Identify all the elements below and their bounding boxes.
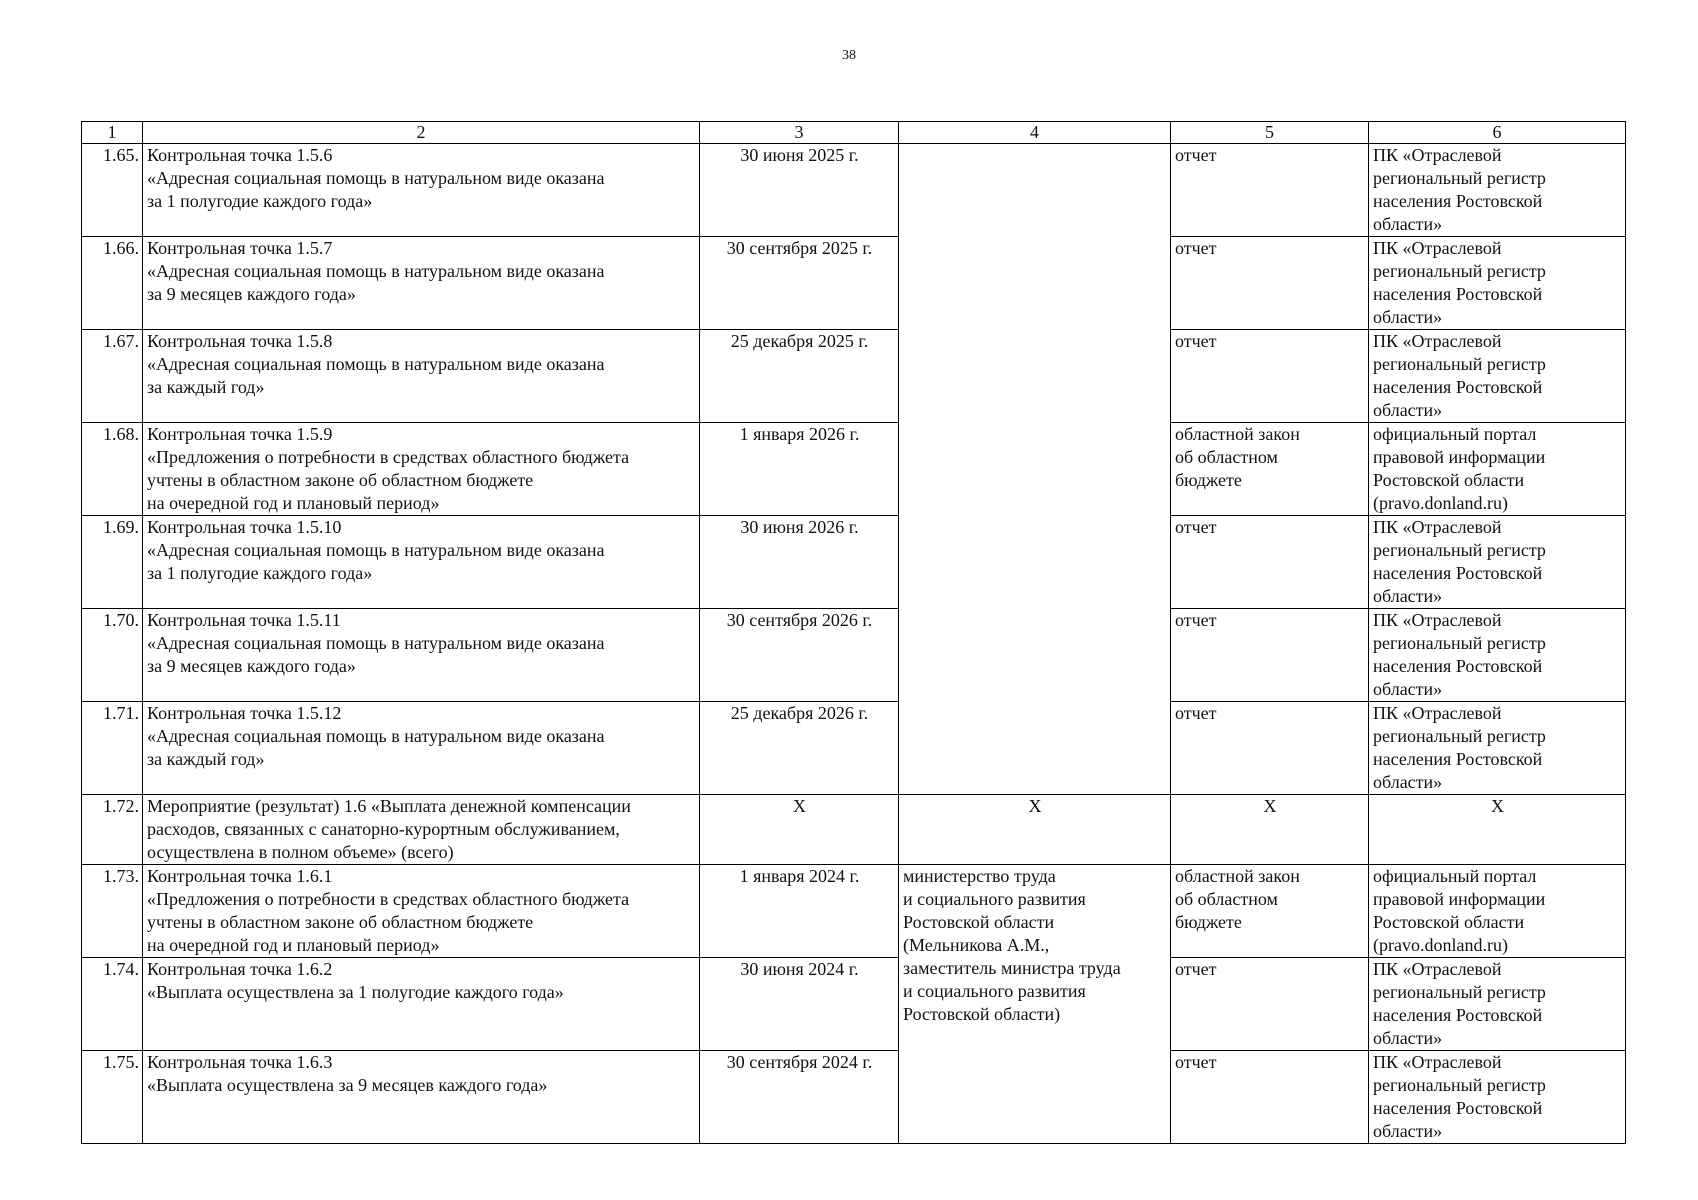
row-document: отчет (1171, 702, 1369, 795)
table-row (82, 423, 1626, 516)
row-number: 1.73. (82, 865, 143, 958)
row-name: Контрольная точка 1.5.7 «Адресная социальная помощь в натуральном виде оказана за 9 месяцев каждого года» (143, 237, 700, 330)
column-number: 6 (1369, 122, 1626, 144)
row-source: Х (1369, 795, 1626, 865)
row-document: отчет (1171, 516, 1369, 609)
row-document: отчет (1171, 144, 1369, 237)
row-number: 1.68. (82, 423, 143, 516)
row-date: 1 января 2024 г. (700, 865, 899, 958)
row-date: 30 сентября 2026 г. (700, 609, 899, 702)
row-name: Контрольная точка 1.5.6 «Адресная социальная помощь в натуральном виде оказана за 1 полугодие каждого года» (143, 144, 700, 237)
row-name: Мероприятие (результат) 1.6 «Выплата денежной компенсации расходов, связанных с санаторно-курортным обслуживанием, осуществлена в полном объеме» (всего) (143, 795, 700, 865)
column-number: 4 (899, 122, 1171, 144)
row-date: 1 января 2026 г. (700, 423, 899, 516)
table-row (82, 144, 1626, 237)
row-document: областной закон об областном бюджете (1171, 865, 1369, 958)
row-number: 1.75. (82, 1051, 143, 1144)
row-name: Контрольная точка 1.5.10 «Адресная социальная помощь в натуральном виде оказана за 1 полугодие каждого года» (143, 516, 700, 609)
row-source: ПК «Отраслевой региональный регистр населения Ростовской области» (1369, 237, 1626, 330)
table-row (82, 609, 1626, 702)
table-row (82, 516, 1626, 609)
row-source: ПК «Отраслевой региональный регистр населения Ростовской области» (1369, 330, 1626, 423)
row-name: Контрольная точка 1.6.1 «Предложения о потребности в средствах областного бюджета учтены в областном законе об областном бюджете на очередной год и плановый период» (143, 865, 700, 958)
row-document: Х (1171, 795, 1369, 865)
row-date: 30 июня 2024 г. (700, 958, 899, 1051)
row-source: ПК «Отраслевой региональный регистр населения Ростовской области» (1369, 702, 1626, 795)
row-name: Контрольная точка 1.5.9 «Предложения о потребности в средствах областного бюджета учтены в областном законе об областном бюджете на очередной год и плановый период» (143, 423, 700, 516)
row-responsible: Х (899, 795, 1171, 865)
row-document: отчет (1171, 609, 1369, 702)
row-number: 1.65. (82, 144, 143, 237)
row-date: Х (700, 795, 899, 865)
row-document: отчет (1171, 330, 1369, 423)
row-document: отчет (1171, 1051, 1369, 1144)
table-row-activity (82, 795, 1626, 865)
row-name: Контрольная точка 1.5.11 «Адресная социальная помощь в натуральном виде оказана за 9 месяцев каждого года» (143, 609, 700, 702)
row-source: официальный портал правовой информации Ростовской области (pravo.donland.ru) (1369, 423, 1626, 516)
row-name: Контрольная точка 1.5.8 «Адресная социальная помощь в натуральном виде оказана за каждый год» (143, 330, 700, 423)
row-source: ПК «Отраслевой региональный регистр населения Ростовской области» (1369, 144, 1626, 237)
row-document: отчет (1171, 237, 1369, 330)
row-document: отчет (1171, 958, 1369, 1051)
table-row (82, 702, 1626, 795)
row-document: областной закон об областном бюджете (1171, 423, 1369, 516)
row-number: 1.67. (82, 330, 143, 423)
row-date: 30 сентября 2025 г. (700, 237, 899, 330)
page-number: 38 (842, 48, 856, 63)
row-name: Контрольная точка 1.6.3 «Выплата осуществлена за 9 месяцев каждого года» (143, 1051, 700, 1144)
row-name: Контрольная точка 1.5.12 «Адресная социальная помощь в натуральном виде оказана за каждый год» (143, 702, 700, 795)
table-row (82, 237, 1626, 330)
row-number: 1.70. (82, 609, 143, 702)
row-number: 1.72. (82, 795, 143, 865)
row-source: ПК «Отраслевой региональный регистр населения Ростовской области» (1369, 609, 1626, 702)
row-date: 25 декабря 2025 г. (700, 330, 899, 423)
row-number: 1.66. (82, 237, 143, 330)
row-date: 30 июня 2026 г. (700, 516, 899, 609)
column-number: 2 (143, 122, 700, 144)
row-date: 25 декабря 2026 г. (700, 702, 899, 795)
column-number: 3 (700, 122, 899, 144)
row-date: 30 сентября 2024 г. (700, 1051, 899, 1144)
row-name: Контрольная точка 1.6.2 «Выплата осуществлена за 1 полугодие каждого года» (143, 958, 700, 1051)
table-row (82, 330, 1626, 423)
responsible-group-cell: министерство труда и социального развития Ростовской области (Мельникова А.М., заместитель министра труда и социального развития Ростовской области) (899, 865, 1171, 1144)
row-number: 1.71. (82, 702, 143, 795)
responsible-empty-cell (899, 144, 1171, 795)
row-source: ПК «Отраслевой региональный регистр населения Ростовской области» (1369, 958, 1626, 1051)
row-number: 1.74. (82, 958, 143, 1051)
row-date: 30 июня 2025 г. (700, 144, 899, 237)
row-source: официальный портал правовой информации Ростовской области (pravo.donland.ru) (1369, 865, 1626, 958)
row-number: 1.69. (82, 516, 143, 609)
row-source: ПК «Отраслевой региональный регистр населения Ростовской области» (1369, 1051, 1626, 1144)
control-points-table (81, 121, 1626, 1144)
table-row (82, 958, 1626, 1051)
column-number-row (82, 122, 1626, 144)
table-row (82, 865, 1626, 958)
column-number: 5 (1171, 122, 1369, 144)
row-source: ПК «Отраслевой региональный регистр населения Ростовской области» (1369, 516, 1626, 609)
column-number: 1 (82, 122, 143, 144)
table-row (82, 1051, 1626, 1144)
